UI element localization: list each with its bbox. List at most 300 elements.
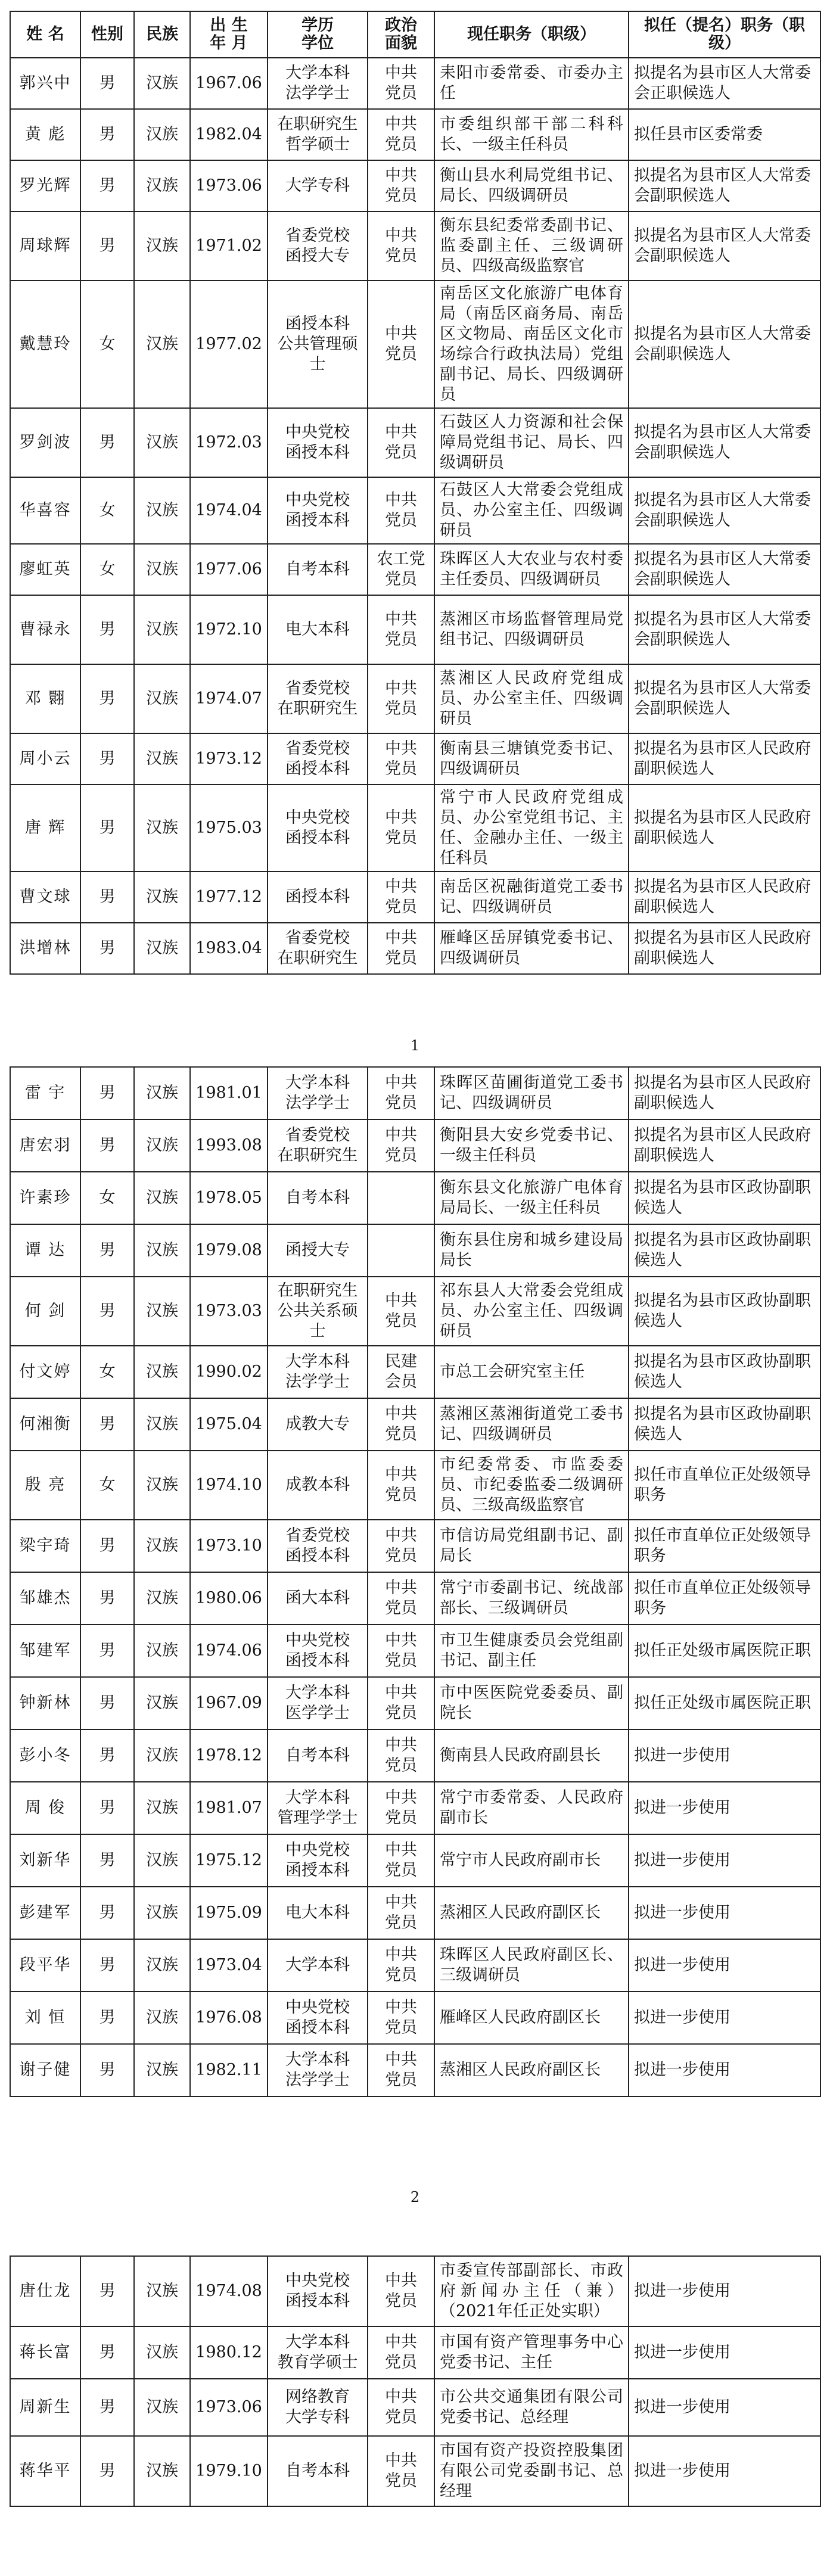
table-row — [10, 58, 820, 109]
table-row — [10, 1572, 820, 1625]
person-name-cell: 蒋华平 — [10, 2436, 80, 2506]
table-row — [10, 1067, 820, 1119]
education-cell: 大学本科 法学学士 — [268, 1067, 368, 1119]
current-post-cell: 常宁市人民政府党组成员、办公室党组书记、主任、金融办主任、一级主任科员 — [434, 785, 629, 872]
current-post-cell: 市公共交通集团有限公司党委书记、总经理 — [434, 2379, 629, 2436]
person-name-cell: 周新生 — [10, 2379, 80, 2436]
page-2 — [0, 1066, 830, 2236]
table-row — [10, 1887, 820, 1939]
political-status-cell: 中共 党员 — [368, 2379, 434, 2436]
education-cell: 自考本科 — [268, 1729, 368, 1782]
table-row — [10, 785, 820, 872]
proposed-post-cell: 拟提名为县市区政协副职候选人 — [629, 1277, 820, 1346]
current-post-cell: 蒸湘区人民政府副区长 — [434, 2044, 629, 2096]
gender-cell: 男 — [80, 872, 134, 923]
proposed-post-cell: 拟任正处级市属医院正职 — [629, 1677, 820, 1729]
gender-cell: 女 — [80, 477, 134, 544]
gender-cell: 男 — [80, 1277, 134, 1346]
education-cell: 电大本科 — [268, 1887, 368, 1939]
person-name-cell: 钟新林 — [10, 1677, 80, 1729]
current-post-cell: 市中医医院党委委员、副院长 — [434, 1677, 629, 1729]
ethnicity-cell: 汉族 — [134, 160, 190, 211]
ethnicity-cell: 汉族 — [134, 211, 190, 281]
header-proposed-post: 拟任（提名）职务（职级） — [629, 11, 820, 58]
birth-date-cell: 1974.08 — [190, 2256, 268, 2326]
proposed-post-cell: 拟提名为县市区人民政府副职候选人 — [629, 872, 820, 923]
education-cell: 自考本科 — [268, 1172, 368, 1224]
ethnicity-cell: 汉族 — [134, 1224, 190, 1277]
gender-cell: 女 — [80, 1346, 134, 1398]
ethnicity-cell: 汉族 — [134, 1520, 190, 1572]
page-1 — [0, 0, 830, 1066]
education-cell: 大学本科 教育学硕士 — [268, 2326, 368, 2379]
person-name-cell: 殷 亮 — [10, 1451, 80, 1520]
education-cell: 中央党校 函授本科 — [268, 1625, 368, 1677]
gender-cell: 男 — [80, 1398, 134, 1451]
proposed-post-cell: 拟进一步使用 — [629, 1729, 820, 1782]
proposed-post-cell: 拟提名为县市区人大常委会副职候选人 — [629, 595, 820, 664]
header-gender: 性别 — [80, 11, 134, 58]
political-status-cell: 农工党 党员 — [368, 544, 434, 595]
proposed-post-cell: 拟进一步使用 — [629, 2436, 820, 2506]
table-row — [10, 544, 820, 595]
person-name-cell: 罗光辉 — [10, 160, 80, 211]
political-status-cell: 中共 党员 — [368, 1625, 434, 1677]
proposed-post-cell: 拟任市直单位正处级领导职务 — [629, 1572, 820, 1625]
table-row — [10, 2326, 820, 2379]
gender-cell: 男 — [80, 2326, 134, 2379]
political-status-cell: 中共 党员 — [368, 872, 434, 923]
current-post-cell: 市总工会研究室主任 — [434, 1346, 629, 1398]
education-cell: 中央党校 函授本科 — [268, 1834, 368, 1887]
birth-date-cell: 1974.07 — [190, 664, 268, 733]
gender-cell: 女 — [80, 281, 134, 408]
proposed-post-cell: 拟提名为县市区人大常委会副职候选人 — [629, 160, 820, 211]
proposed-post-cell: 拟提名为县市区人大常委会副职候选人 — [629, 281, 820, 408]
birth-date-cell: 1978.12 — [190, 1729, 268, 1782]
birth-date-cell: 1983.04 — [190, 923, 268, 974]
ethnicity-cell: 汉族 — [134, 477, 190, 544]
table-row — [10, 1398, 820, 1451]
proposed-post-cell: 拟提名为县市区人民政府副职候选人 — [629, 785, 820, 872]
proposed-post-cell: 拟进一步使用 — [629, 2326, 820, 2379]
proposed-post-cell: 拟提名为县市区政协副职候选人 — [629, 1398, 820, 1451]
political-status-cell: 中共 党员 — [368, 1887, 434, 1939]
ethnicity-cell: 汉族 — [134, 1887, 190, 1939]
birth-date-cell: 1975.09 — [190, 1887, 268, 1939]
proposed-post-cell: 拟提名为县市区人民政府副职候选人 — [629, 733, 820, 785]
ethnicity-cell: 汉族 — [134, 2379, 190, 2436]
proposed-post-cell: 拟任县市区委常委 — [629, 109, 820, 160]
birth-date-cell: 1973.04 — [190, 1939, 268, 1992]
gender-cell: 男 — [80, 2436, 134, 2506]
education-cell: 函授大专 — [268, 1224, 368, 1277]
gender-cell: 男 — [80, 733, 134, 785]
person-name-cell: 刘 恒 — [10, 1992, 80, 2044]
proposed-post-cell: 拟进一步使用 — [629, 1939, 820, 1992]
ethnicity-cell: 汉族 — [134, 1572, 190, 1625]
person-name-cell: 洪增林 — [10, 923, 80, 974]
ethnicity-cell: 汉族 — [134, 408, 190, 477]
ethnicity-cell: 汉族 — [134, 2326, 190, 2379]
birth-date-cell: 1972.10 — [190, 595, 268, 664]
political-status-cell: 中共 党员 — [368, 2436, 434, 2506]
person-name-cell: 周 俊 — [10, 1782, 80, 1834]
proposed-post-cell: 拟提名为县市区人大常委会副职候选人 — [629, 544, 820, 595]
gender-cell: 男 — [80, 1782, 134, 1834]
current-post-cell: 耒阳市委常委、市委办主任 — [434, 58, 629, 109]
person-name-cell: 周球辉 — [10, 211, 80, 281]
person-name-cell: 付文婷 — [10, 1346, 80, 1398]
header-name: 姓 名 — [10, 11, 80, 58]
birth-date-cell: 1977.12 — [190, 872, 268, 923]
proposed-post-cell: 拟提名为县市区人大常委会副职候选人 — [629, 211, 820, 281]
proposed-post-cell: 拟提名为县市区人民政府副职候选人 — [629, 923, 820, 974]
person-name-cell: 唐宏羽 — [10, 1119, 80, 1172]
current-post-cell: 蒸湘区人民政府副区长 — [434, 1887, 629, 1939]
proposed-post-cell: 拟进一步使用 — [629, 1992, 820, 2044]
current-post-cell: 常宁市委副书记、统战部部长、三级调研员 — [434, 1572, 629, 1625]
proposed-post-cell: 拟任市直单位正处级领导职务 — [629, 1520, 820, 1572]
political-status-cell: 中共 党员 — [368, 408, 434, 477]
ethnicity-cell: 汉族 — [134, 733, 190, 785]
political-status-cell: 中共 党员 — [368, 1398, 434, 1451]
birth-date-cell: 1981.01 — [190, 1067, 268, 1119]
current-post-cell: 常宁市委常委、人民政府副市长 — [434, 1782, 629, 1834]
political-status-cell: 中共 党员 — [368, 1782, 434, 1834]
gender-cell: 女 — [80, 544, 134, 595]
current-post-cell: 石鼓区人大常委会党组成员、办公室主任、四级调研员 — [434, 477, 629, 544]
birth-date-cell: 1982.04 — [190, 109, 268, 160]
education-cell: 电大本科 — [268, 595, 368, 664]
political-status-cell: 中共 党员 — [368, 1992, 434, 2044]
table-row — [10, 1625, 820, 1677]
gender-cell: 男 — [80, 923, 134, 974]
table-row — [10, 1939, 820, 1992]
table-row — [10, 2379, 820, 2436]
ethnicity-cell: 汉族 — [134, 2256, 190, 2326]
ethnicity-cell: 汉族 — [134, 281, 190, 408]
birth-date-cell: 1978.05 — [190, 1172, 268, 1224]
current-post-cell: 衡东县住房和城乡建设局局长 — [434, 1224, 629, 1277]
gender-cell: 男 — [80, 1224, 134, 1277]
birth-date-cell: 1980.06 — [190, 1572, 268, 1625]
ethnicity-cell: 汉族 — [134, 1782, 190, 1834]
ethnicity-cell: 汉族 — [134, 664, 190, 733]
education-cell: 大学本科 法学学士 — [268, 1346, 368, 1398]
birth-date-cell: 1967.06 — [190, 58, 268, 109]
birth-date-cell: 1993.08 — [190, 1119, 268, 1172]
education-cell: 在职研究生 公共关系硕士 — [268, 1277, 368, 1346]
current-post-cell: 衡南县人民政府副县长 — [434, 1729, 629, 1782]
person-name-cell: 罗剑波 — [10, 408, 80, 477]
proposed-post-cell: 拟进一步使用 — [629, 2044, 820, 2096]
proposed-post-cell: 拟提名为县市区人大常委会正职候选人 — [629, 58, 820, 109]
ethnicity-cell: 汉族 — [134, 785, 190, 872]
political-status-cell: 民建 会员 — [368, 1346, 434, 1398]
gender-cell: 男 — [80, 2044, 134, 2096]
birth-date-cell: 1975.03 — [190, 785, 268, 872]
header-current-post: 现任职务（职级） — [434, 11, 629, 58]
table-header — [10, 11, 820, 58]
political-status-cell: 中共 党员 — [368, 1939, 434, 1992]
proposed-post-cell: 拟进一步使用 — [629, 2379, 820, 2436]
table-row — [10, 109, 820, 160]
gender-cell: 女 — [80, 1451, 134, 1520]
education-cell: 中央党校 函授本科 — [268, 2256, 368, 2326]
page-number: 1 — [410, 1037, 420, 1054]
ethnicity-cell: 汉族 — [134, 1625, 190, 1677]
ethnicity-cell: 汉族 — [134, 1067, 190, 1119]
gender-cell: 男 — [80, 408, 134, 477]
education-cell: 省委党校 函授本科 — [268, 1520, 368, 1572]
political-status-cell: 中共 党员 — [368, 2256, 434, 2326]
birth-date-cell: 1973.12 — [190, 733, 268, 785]
birth-date-cell: 1973.10 — [190, 1520, 268, 1572]
table-row — [10, 733, 820, 785]
gender-cell: 男 — [80, 1834, 134, 1887]
proposed-post-cell: 拟任市直单位正处级领导职务 — [629, 1451, 820, 1520]
birth-date-cell: 1971.02 — [190, 211, 268, 281]
proposed-post-cell: 拟进一步使用 — [629, 1887, 820, 1939]
ethnicity-cell: 汉族 — [134, 109, 190, 160]
political-status-cell: 中共 党员 — [368, 211, 434, 281]
proposed-post-cell: 拟提名为县市区人大常委会副职候选人 — [629, 664, 820, 733]
ethnicity-cell: 汉族 — [134, 1172, 190, 1224]
education-cell: 省委党校 在职研究生 — [268, 664, 368, 733]
education-cell: 成教本科 — [268, 1451, 368, 1520]
political-status-cell: 中共 党员 — [368, 1119, 434, 1172]
birth-date-cell: 1977.02 — [190, 281, 268, 408]
page-3 — [0, 2236, 830, 2576]
education-cell: 中央党校 函授本科 — [268, 1992, 368, 2044]
political-status-cell: 中共 党员 — [368, 1834, 434, 1887]
table-row — [10, 1992, 820, 2044]
table-row — [10, 1346, 820, 1398]
current-post-cell: 衡阳县大安乡党委书记、一级主任科员 — [434, 1119, 629, 1172]
person-name-cell: 廖虹英 — [10, 544, 80, 595]
birth-date-cell: 1974.04 — [190, 477, 268, 544]
ethnicity-cell: 汉族 — [134, 1834, 190, 1887]
header-birth: 出 生 年 月 — [190, 11, 268, 58]
person-name-cell: 曹禄永 — [10, 595, 80, 664]
gender-cell: 男 — [80, 1729, 134, 1782]
gender-cell: 男 — [80, 1992, 134, 2044]
person-name-cell: 戴慧玲 — [10, 281, 80, 408]
gender-cell: 男 — [80, 160, 134, 211]
gender-cell: 女 — [80, 1172, 134, 1224]
person-name-cell: 梁宇琦 — [10, 1520, 80, 1572]
table-row — [10, 408, 820, 477]
current-post-cell: 市信访局党组副书记、副局长 — [434, 1520, 629, 1572]
education-cell: 大学本科 医学学士 — [268, 1677, 368, 1729]
table-row — [10, 477, 820, 544]
gender-cell: 男 — [80, 1677, 134, 1729]
gender-cell: 男 — [80, 1625, 134, 1677]
person-name-cell: 华喜容 — [10, 477, 80, 544]
person-name-cell: 邹雄杰 — [10, 1572, 80, 1625]
ethnicity-cell: 汉族 — [134, 58, 190, 109]
person-name-cell: 周小云 — [10, 733, 80, 785]
person-name-cell: 许素珍 — [10, 1172, 80, 1224]
birth-date-cell: 1967.09 — [190, 1677, 268, 1729]
person-name-cell: 段平华 — [10, 1939, 80, 1992]
current-post-cell: 珠晖区苗圃街道党工委书记、四级调研员 — [434, 1067, 629, 1119]
education-cell: 大学本科 — [268, 1939, 368, 1992]
current-post-cell: 衡东县纪委常委副书记、监委副主任、三级调研员、四级高级监察官 — [434, 211, 629, 281]
education-cell: 函大本科 — [268, 1572, 368, 1625]
current-post-cell: 祁东县人大常委会党组成员、办公室主任、四级调研员 — [434, 1277, 629, 1346]
current-post-cell: 蒸湘区人民政府党组成员、办公室主任、四级调研员 — [434, 664, 629, 733]
header-education: 学历 学位 — [268, 11, 368, 58]
gender-cell: 男 — [80, 595, 134, 664]
current-post-cell: 市国有资产管理事务中心党委书记、主任 — [434, 2326, 629, 2379]
education-cell: 大学本科 管理学学士 — [268, 1782, 368, 1834]
education-cell: 函授本科 — [268, 872, 368, 923]
political-status-cell: 中共 党员 — [368, 109, 434, 160]
political-status-cell: 中共 党员 — [368, 58, 434, 109]
birth-date-cell: 1979.08 — [190, 1224, 268, 1277]
political-status-cell — [368, 1224, 434, 1277]
ethnicity-cell: 汉族 — [134, 1451, 190, 1520]
table-row — [10, 1729, 820, 1782]
candidate-table — [10, 1066, 821, 2097]
birth-date-cell: 1980.12 — [190, 2326, 268, 2379]
birth-date-cell: 1974.10 — [190, 1451, 268, 1520]
political-status-cell: 中共 党员 — [368, 595, 434, 664]
birth-date-cell: 1972.03 — [190, 408, 268, 477]
political-status-cell: 中共 党员 — [368, 1067, 434, 1119]
current-post-cell: 市纪委常委、市监委委员、市纪委监委二级调研员、三级高级监察官 — [434, 1451, 629, 1520]
education-cell: 省委党校 在职研究生 — [268, 1119, 368, 1172]
table-row — [10, 664, 820, 733]
political-status-cell: 中共 党员 — [368, 2326, 434, 2379]
candidate-table — [10, 11, 821, 975]
political-status-cell: 中共 党员 — [368, 733, 434, 785]
education-cell: 自考本科 — [268, 2436, 368, 2506]
person-name-cell: 刘新华 — [10, 1834, 80, 1887]
ethnicity-cell: 汉族 — [134, 595, 190, 664]
political-status-cell: 中共 党员 — [368, 1677, 434, 1729]
table-row — [10, 2256, 820, 2326]
gender-cell: 男 — [80, 1067, 134, 1119]
ethnicity-cell: 汉族 — [134, 1119, 190, 1172]
current-post-cell: 蒸湘区蒸湘街道党工委书记、四级调研员 — [434, 1398, 629, 1451]
current-post-cell: 珠晖区人大农业与农村委主任委员、四级调研员 — [434, 544, 629, 595]
person-name-cell: 谢子健 — [10, 2044, 80, 2096]
education-cell: 中央党校 函授本科 — [268, 785, 368, 872]
table-row — [10, 2044, 820, 2096]
person-name-cell: 郭兴中 — [10, 58, 80, 109]
ethnicity-cell: 汉族 — [134, 1346, 190, 1398]
birth-date-cell: 1973.06 — [190, 160, 268, 211]
education-cell: 中央党校 函授本科 — [268, 477, 368, 544]
birth-date-cell: 1979.10 — [190, 2436, 268, 2506]
political-status-cell: 中共 党员 — [368, 1451, 434, 1520]
current-post-cell: 市委宣传部副部长、市政府新闻办主任（兼）（2021年任正处实职） — [434, 2256, 629, 2326]
political-status-cell: 中共 党员 — [368, 477, 434, 544]
table-row — [10, 1172, 820, 1224]
birth-date-cell: 1990.02 — [190, 1346, 268, 1398]
birth-date-cell: 1975.04 — [190, 1398, 268, 1451]
current-post-cell: 常宁市人民政府副市长 — [434, 1834, 629, 1887]
table-row — [10, 1782, 820, 1834]
proposed-post-cell: 拟提名为县市区人大常委会副职候选人 — [629, 477, 820, 544]
current-post-cell: 石鼓区人力资源和社会保障局党组书记、局长、四级调研员 — [434, 408, 629, 477]
table-row — [10, 872, 820, 923]
proposed-post-cell: 拟进一步使用 — [629, 1834, 820, 1887]
gender-cell: 男 — [80, 1119, 134, 1172]
header-ethnicity: 民族 — [134, 11, 190, 58]
person-name-cell: 邹建军 — [10, 1625, 80, 1677]
gender-cell: 男 — [80, 1572, 134, 1625]
current-post-cell: 雁峰区人民政府副区长 — [434, 1992, 629, 2044]
ethnicity-cell: 汉族 — [134, 1939, 190, 1992]
gender-cell: 男 — [80, 664, 134, 733]
ethnicity-cell: 汉族 — [134, 1677, 190, 1729]
ethnicity-cell: 汉族 — [134, 544, 190, 595]
table-row — [10, 211, 820, 281]
person-name-cell: 彭小冬 — [10, 1729, 80, 1782]
political-status-cell: 中共 党员 — [368, 923, 434, 974]
proposed-post-cell: 拟提名为县市区政协副职候选人 — [629, 1224, 820, 1277]
proposed-post-cell: 拟提名为县市区政协副职候选人 — [629, 1172, 820, 1224]
table-row — [10, 595, 820, 664]
person-name-cell: 唐 辉 — [10, 785, 80, 872]
political-status-cell: 中共 党员 — [368, 281, 434, 408]
current-post-cell: 蒸湘区市场监督管理局党组书记、四级调研员 — [434, 595, 629, 664]
ethnicity-cell: 汉族 — [134, 923, 190, 974]
birth-date-cell: 1975.12 — [190, 1834, 268, 1887]
current-post-cell: 市委组织部干部二科科长、一级主任科员 — [434, 109, 629, 160]
ethnicity-cell: 汉族 — [134, 2436, 190, 2506]
political-status-cell — [368, 1172, 434, 1224]
gender-cell: 男 — [80, 1520, 134, 1572]
birth-date-cell: 1973.06 — [190, 2379, 268, 2436]
birth-date-cell: 1982.11 — [190, 2044, 268, 2096]
ethnicity-cell: 汉族 — [134, 1992, 190, 2044]
table-row — [10, 1224, 820, 1277]
person-name-cell: 何湘衡 — [10, 1398, 80, 1451]
current-post-cell: 珠晖区人民政府副区长、三级调研员 — [434, 1939, 629, 1992]
current-post-cell: 南岳区文化旅游广电体育局（南岳区商务局、南岳区文物局、南岳区文化市场综合行政执法局）党组副书记、局长、四级调研员 — [434, 281, 629, 408]
proposed-post-cell: 拟任正处级市属医院正职 — [629, 1625, 820, 1677]
education-cell: 省委党校 函授本科 — [268, 733, 368, 785]
education-cell: 省委党校 在职研究生 — [268, 923, 368, 974]
person-name-cell: 唐仕龙 — [10, 2256, 80, 2326]
current-post-cell: 南岳区祝融街道党工委书记、四级调研员 — [434, 872, 629, 923]
proposed-post-cell: 拟进一步使用 — [629, 2256, 820, 2326]
table-row — [10, 2436, 820, 2506]
person-name-cell: 蒋长富 — [10, 2326, 80, 2379]
current-post-cell: 市国有资产投资控股集团有限公司党委副书记、总经理 — [434, 2436, 629, 2506]
current-post-cell: 雁峰区岳屏镇党委书记、四级调研员 — [434, 923, 629, 974]
table-row — [10, 1520, 820, 1572]
current-post-cell: 衡山县水利局党组书记、局长、四级调研员 — [434, 160, 629, 211]
education-cell: 省委党校 函授大专 — [268, 211, 368, 281]
person-name-cell: 曹文球 — [10, 872, 80, 923]
political-status-cell: 中共 党员 — [368, 785, 434, 872]
proposed-post-cell: 拟提名为县市区人大常委会副职候选人 — [629, 408, 820, 477]
table-row — [10, 1119, 820, 1172]
birth-date-cell: 1973.03 — [190, 1277, 268, 1346]
gender-cell: 男 — [80, 2256, 134, 2326]
gender-cell: 男 — [80, 2379, 134, 2436]
ethnicity-cell: 汉族 — [134, 1729, 190, 1782]
table-row — [10, 923, 820, 974]
table-row — [10, 1451, 820, 1520]
education-cell: 在职研究生 哲学硕士 — [268, 109, 368, 160]
